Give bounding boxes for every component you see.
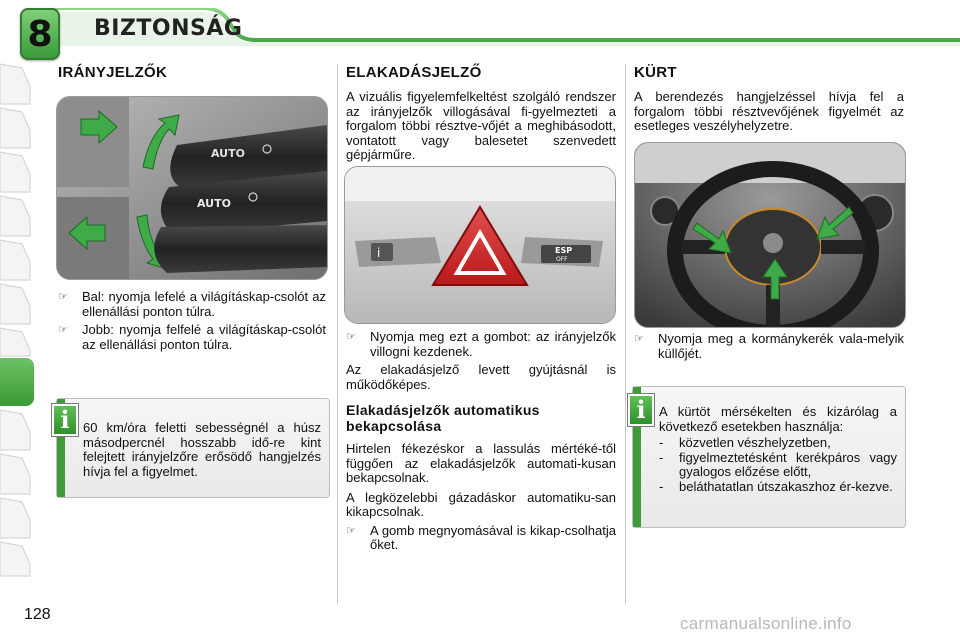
pointing-hand-icon: ☞ bbox=[346, 330, 356, 343]
column-divider-2 bbox=[625, 64, 626, 604]
list-item bbox=[58, 323, 326, 352]
pointing-hand-icon: ☞ bbox=[346, 523, 356, 537]
list-item-text: figyelmeztetésként kerékpáros vagy gyalogos előzése előtt, bbox=[679, 449, 897, 479]
turn-signal-stalk-photo bbox=[56, 96, 328, 280]
info-box-turn-signal bbox=[56, 398, 330, 498]
pointing-hand-icon: ☞ bbox=[58, 290, 68, 303]
esp-label: ESP bbox=[555, 246, 573, 255]
hazard-instructions bbox=[346, 330, 616, 392]
hazard-intro: A vizuális figyelemfelkeltést szolgáló rendszer az irányjelzők villogásával fi-gyelmezteti a forgalom többi résztve-vőjét a meghibásodott, vontatott vagy balesetet szenvedett gépjárműre. bbox=[346, 89, 616, 162]
paragraph: Hirtelen fékezéskor a lassulás mértéké-től függően az elakadásjelzők automati-kusan bekapcsolnak. bbox=[346, 441, 616, 485]
list-item bbox=[659, 480, 897, 495]
list-item bbox=[58, 290, 326, 319]
list-item-text: beláthatatlan útszakaszhoz ér-kezve. bbox=[679, 478, 893, 494]
chapter-badge: 8 bbox=[20, 8, 60, 60]
auto-hazard-text bbox=[346, 442, 616, 553]
info-text: A kürtöt mérsékelten és kizárólag a következő esetekben használja: bbox=[659, 404, 897, 434]
page-title: BIZTONSÁG bbox=[94, 16, 243, 41]
dash-marker: - bbox=[659, 449, 664, 465]
paragraph: A legközelebbi gázadáskor automatiku-san kikapcsolnak. bbox=[346, 489, 616, 519]
hazard-note: Az elakadásjelző levett gyújtásnál is működőképes. bbox=[346, 362, 616, 392]
horn-intro: A berendezés hangjelzéssel hívja fel a forgalom többi résztvevőjének figyelmét az esetleges veszélyhelyzetre. bbox=[634, 89, 904, 133]
info-icon: i bbox=[628, 394, 654, 426]
pointing-hand-icon: ☞ bbox=[58, 323, 68, 336]
stalk-label-auto-upper: AUTO bbox=[211, 147, 245, 160]
list-item bbox=[346, 524, 616, 553]
pointing-hand-icon: ☞ bbox=[634, 332, 644, 345]
hazard-button-photo bbox=[344, 166, 616, 324]
column-divider-1 bbox=[337, 64, 338, 604]
esp-off-label: OFF bbox=[556, 256, 568, 263]
list-item bbox=[634, 332, 904, 361]
horn-instructions bbox=[634, 332, 904, 361]
list-item-text: Jobb: nyomja felfelé a világításkap-csolót az ellenállási ponton túlra. bbox=[82, 322, 326, 352]
list-item bbox=[659, 436, 897, 451]
info-text: 60 km/óra feletti sebességnél a húsz másodpercnél hosszabb idő-re kint felejtett irányjelzőre erősödő hangjelzés hívja fel a figyelmet. bbox=[83, 420, 321, 479]
section-title-horn: KÜRT bbox=[634, 64, 677, 81]
watermark[interactable]: carmanualsonline.info bbox=[680, 614, 852, 633]
list-item-text: Nyomja meg ezt a gombot: az irányjelzők villogni kezdenek. bbox=[370, 329, 616, 359]
list-item-text: közvetlen vészhelyzetben, bbox=[679, 435, 831, 450]
page-number: 128 bbox=[24, 606, 51, 623]
active-chapter-tab[interactable] bbox=[0, 358, 34, 406]
info-box-horn bbox=[632, 386, 906, 528]
list-item bbox=[659, 451, 897, 480]
chapter-tab-strip bbox=[0, 60, 34, 580]
list-item-text: Bal: nyomja lefelé a világításkap-csolót az ellenállási ponton túlra. bbox=[82, 289, 326, 319]
steering-wheel-photo bbox=[634, 142, 906, 328]
list-item-text: Nyomja meg a kormánykerék vala-melyik küllőjét. bbox=[658, 331, 904, 361]
section-title-turn-signals: IRÁNYJELZŐK bbox=[58, 64, 168, 81]
list-item-text: A gomb megnyomásával is kikap-csolhatja őket. bbox=[370, 522, 616, 552]
subsection-title-auto-hazard: Elakadásjelzők automatikus bekapcsolása bbox=[346, 402, 540, 434]
info-icon: i bbox=[52, 404, 78, 436]
dash-marker: - bbox=[659, 435, 664, 450]
list-item bbox=[346, 330, 616, 359]
horn-usage-info bbox=[659, 405, 897, 494]
stalk-label-auto-lower: AUTO bbox=[197, 197, 231, 210]
section-title-hazard: ELAKADÁSJELZŐ bbox=[346, 64, 482, 81]
dash-marker: - bbox=[659, 478, 664, 494]
turn-signal-instructions bbox=[58, 290, 326, 352]
lock-icon: i bbox=[377, 246, 381, 260]
